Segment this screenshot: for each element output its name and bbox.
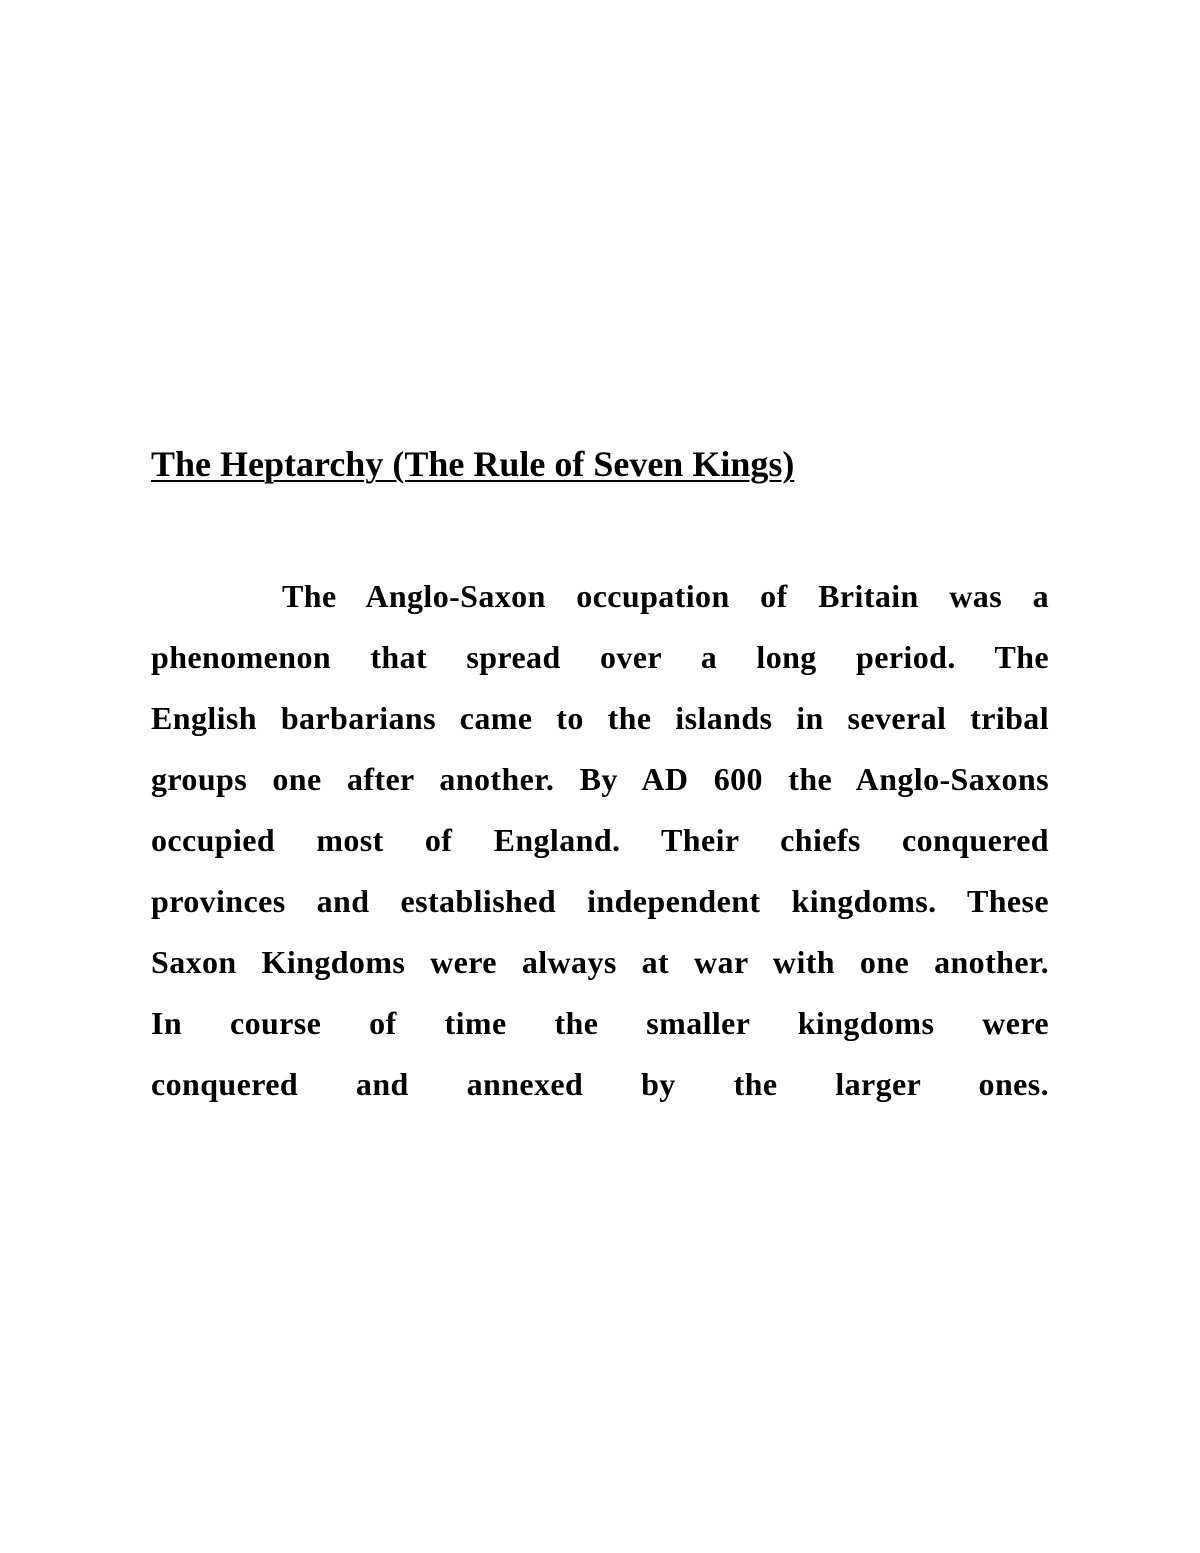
paragraph-line: groups one after another. By AD 600 the Anglo-Saxons: [151, 761, 1049, 797]
paragraph-line: In course of time the smaller kingdoms were: [151, 1005, 1049, 1041]
paragraph-line: provinces and established independent kingdoms. These: [151, 883, 1049, 919]
page-title: The Heptarchy (The Rule of Seven Kings): [151, 444, 795, 484]
paragraph-line: conquered and annexed by the larger ones.: [151, 1066, 1049, 1102]
paragraph-line: Saxon Kingdoms were always at war with one another.: [151, 944, 1049, 980]
paragraph-line: The Anglo-Saxon occupation of Britain was a: [282, 578, 1049, 614]
paragraph-line: English barbarians came to the islands in several tribal: [151, 700, 1049, 736]
body-paragraph: [151, 566, 1049, 1115]
paragraph-line: phenomenon that spread over a long period. The: [151, 639, 1049, 675]
paragraph-line: occupied most of England. Their chiefs conquered: [151, 822, 1049, 858]
